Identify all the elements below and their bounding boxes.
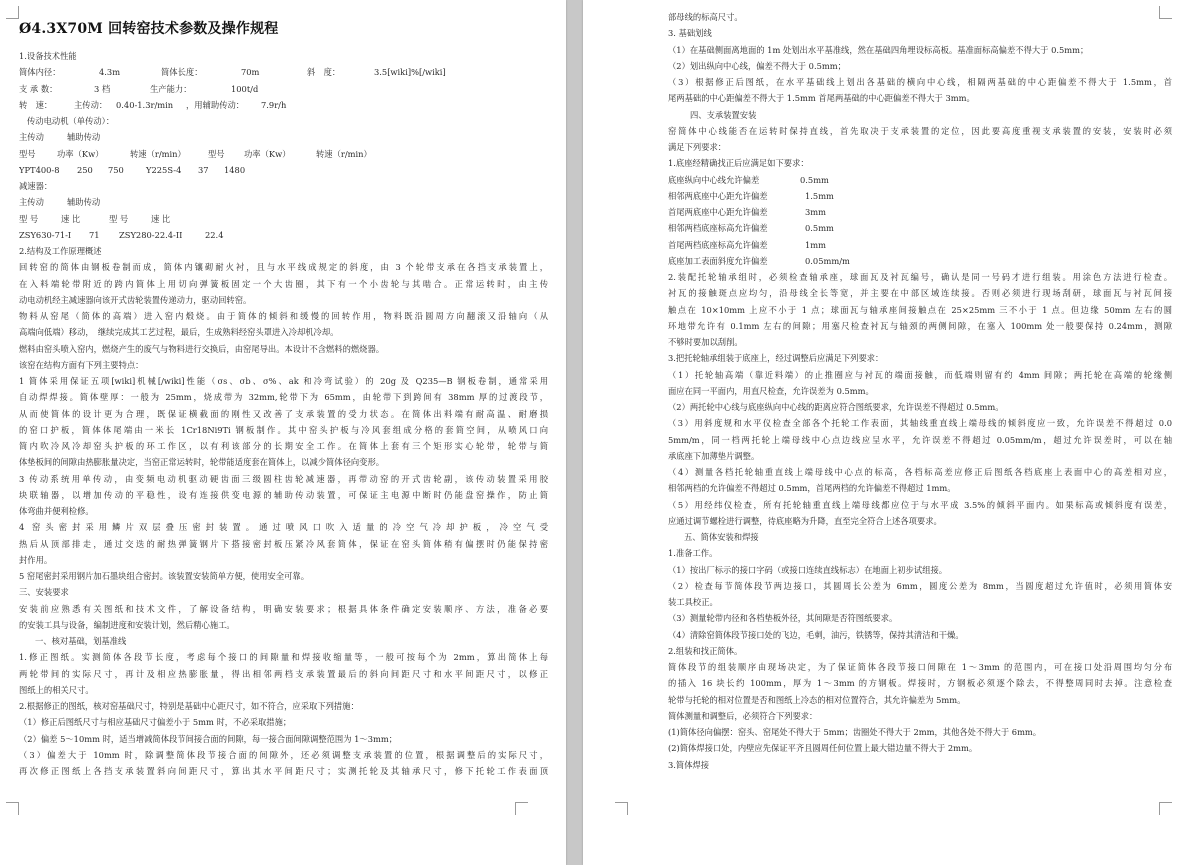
table-row: [19, 227, 548, 243]
paragraph-line: （2）检查每节简体段节两边接口，其圆周长公差为 6mm，圆度公差为 8mm，当圆度超过允许值时，必须用简体安: [668, 580, 1172, 591]
paragraph-line: 轮带与托轮的相对位置是否和图纸上冷态的相对位置符合，其允许偏差为 5mm。: [668, 694, 966, 705]
tolerance-label: 首尾两档底座标高允许偏差: [668, 239, 768, 250]
table-cell: 转速（r/min）: [316, 148, 372, 159]
paragraph-line: (2)简体焊接口处，内壁应先保证平齐且圆周任何位置上最大错边量不得大于 2mm。: [668, 743, 978, 754]
tolerance-value: 0.5mm: [805, 223, 834, 234]
table-cell: 71: [89, 229, 100, 240]
crop-mark: [615, 802, 628, 815]
paragraph-line: 体弯曲并便利检修。: [19, 506, 94, 516]
subheading: 五、简体安装和焊接: [684, 532, 759, 542]
tolerance-label: 相邻两底座中心距允许偏差: [668, 190, 768, 201]
paragraph-line: （4）清除窑简体段节接口处的飞边，毛刺，油污，铁锈等，保持其清洁和干燥。: [668, 629, 964, 640]
paragraph-line: 的插入 16 块长约 100mm，厚为 1～3mm 的方钢板。焊接时，方钢板必须逐个除去，不得整周同时去掉。注意检查: [668, 678, 1172, 689]
crop-mark: [1159, 802, 1172, 815]
paragraph-line: 的窑口护板，简体体尾端由一米长 1Cr18Ni9Ti 钢板制作。其中窑头护板与冷风套组成分格的套简空间，从喷风口向: [19, 424, 548, 435]
paragraph-line: （3）根据修正后图纸，在水平基础线上划出各基础的横向中心线，相隔两基础的中心距偏差不得大于 1.5mm，首: [668, 77, 1172, 87]
table-cell: 22.4: [205, 229, 224, 240]
paragraph-line: 1 简体采用保证五项[wiki]机械[/wiki]性能（σs、σb、σ%、ak 和冷弯试验）的 20g 及 Q235—B 钢板卷制，通常采用: [19, 376, 548, 386]
table-cell: 型号: [19, 148, 36, 159]
crop-mark: [6, 6, 19, 19]
spec-label: 支 承 数：: [19, 83, 58, 94]
paragraph-line: 自动焊焊接。简体壁厚：一般为 25mm，烧成带为 32mm,轮带下为 65mm，由轮带下到跨间有 38mm 厚的过渡段节，: [19, 392, 548, 403]
paragraph-line: 燃料由窑头喷入窑内，燃烧产生的废气与物料进行交换后，由窑尾导出。本设计不含燃料的燃烧器。: [19, 343, 385, 354]
table-cell: 37: [198, 164, 209, 175]
spec-label: 生产能力：: [150, 83, 192, 94]
spec-label: 转 速：: [19, 99, 53, 110]
tolerance-row: [668, 237, 1172, 253]
tolerance-label: 底座加工表面斜度允许偏差: [668, 255, 768, 266]
paragraph-line: （1）按出厂标示的接口字码（或接口连续直线标志）在地面上初步试组接。: [668, 564, 948, 575]
tolerance-value: 1.5mm: [805, 190, 834, 201]
spec-value: 70m: [241, 67, 260, 78]
section-heading: 1.设备技术性能: [19, 51, 77, 61]
paragraph-line: 块联轴器，以增加传动的平稳性，设有连接供变电源的辅助传动装置，可保证主电源中断时仍能盘窑操作，防止简: [19, 489, 548, 500]
paragraph-line: （3）测量轮带内径和各档垫板外径，其间隙是否符图纸要求。: [668, 613, 898, 624]
paragraph-line: 简内吹冷风冷却窑头护板的环工作区，以有利该部分的长期安全工作。在简体上套有三个矩形实心轮带，轮带与简: [19, 441, 548, 451]
paragraph-line: 的安装工具与设备，编制进度和安装计划，然后精心施工。: [19, 619, 235, 630]
spec-label: 简体长度：: [161, 67, 203, 78]
paragraph-line: 高端向低端）移动， 继续完成其工艺过程，最后，生成熟料经窑头罩进入冷却机冷却。: [19, 327, 339, 338]
spec-row: [19, 81, 548, 97]
table-cell: 型 号: [19, 213, 39, 224]
paragraph-line: 2.装配托轮轴承组时，必须检查轴承座，球面瓦及衬瓦编号，确认是同一号码才进行组装。用涂色方法进行检查。: [668, 272, 1172, 282]
table-row: [19, 162, 548, 178]
paragraph-line: 面应在同一平面内，用直尺检查，允许误差为 0.5mm。: [668, 385, 874, 396]
spec-value: 4.3m: [99, 67, 121, 78]
spec-label: 简体内径：: [19, 67, 61, 78]
spec-label: ，用辅助传动：: [186, 99, 245, 110]
paragraph-line: 再次修正图纸上各挡支承装置斜向间距尺寸，算出其水平间距尺寸；实测托轮及其轴承尺寸，修下托轮工作表面顶: [19, 766, 548, 776]
spec-label: 斜 度：: [307, 67, 341, 78]
section-heading: 3. 基础划线: [668, 28, 712, 39]
paragraph-line: 承底座下加薄垫片调整。: [668, 450, 760, 461]
paragraph-line: 两轮带间的实际尺寸，再计及相应热膨胀量，得出相邻两档支承装置最后的斜向间距尺寸和水平间距尺寸，以修正: [19, 668, 548, 679]
table-cell: 型号: [208, 148, 225, 159]
paragraph-line: 图纸上的相关尺寸。: [19, 684, 94, 695]
tolerance-value: 1mm: [805, 239, 827, 250]
tolerance-label: 相邻两档底座标高允许偏差: [668, 223, 768, 234]
paragraph-line: （3）用斜度规和水平仪检查全部各个托轮工作表面，其轴线重直线上端母线的倾斜度应一致，允许误差不得超过 0.0: [668, 418, 1172, 429]
paragraph-line: （1）在基础侧面离地面的 1m 处划出水平基准线，然在基础四角埋设标高板。基准面标高偏差不得大于 0.5mm；: [668, 44, 1089, 55]
column-group: 主传动: [19, 132, 44, 143]
paragraph-line: 部母线的标高尺寸。: [668, 12, 743, 22]
section-heading: 2.结构及工作原理概述: [19, 246, 102, 256]
paragraph-line: （2）偏差 5～10mm 时，适当增减简体段节间接合面的间隙，每一接合面间隙调整范围为 1～3mm；: [19, 733, 398, 744]
spec-row: [19, 97, 548, 113]
paragraph-line: 1.修正图纸。实测简体各段节长度，考虑每个接口的间隙量和焊接收缩量等，一般可按每个为 2mm，算出简体上每: [19, 652, 548, 663]
paragraph-line: 4 窑头密封采用鳞片双层叠压密封装置。通过喷风口吹入适量的冷空气冷却护板，冷空气受: [19, 522, 548, 533]
spec-value: 0.40-1.3r/min: [116, 99, 174, 110]
paragraph-line: 体垫板间的间隙由热膨胀量决定，当窑正常运转时，轮带能适度套在简体上，以减少简体径向变形。: [19, 457, 385, 468]
paragraph-line: 环地带允许有 0.1mm 左右的间隙；用塞尺检查衬瓦与轴颈的两侧间隙，在塞入 100mm 处一般要保持 0.24mm，测隙: [668, 320, 1172, 331]
tolerance-row: [668, 220, 1172, 236]
tolerance-value: 0.5mm: [800, 174, 829, 185]
table-cell: 功率（Kw）: [244, 148, 291, 159]
tolerance-value: 0.05mm/m: [805, 255, 850, 266]
paragraph-line: 从而使简体的设计更为合理，既保证横截面的刚性又改善了支承装置的受力状态。在简体出料端有耐高温、耐磨损: [19, 408, 548, 419]
subheading: 一、核对基础，划基准线: [35, 636, 127, 646]
paragraph-line: 3.简体焊接: [668, 759, 710, 770]
spec-label: 主传动：: [74, 99, 108, 110]
spec-value: 3.5[wiki]%[/wiki]: [374, 67, 446, 78]
tolerance-row: [668, 253, 1172, 269]
section-heading: 三、安装要求: [19, 587, 69, 598]
paragraph-line: 应通过调节螺栓进行调整，待底座略为升降，直至完全符合上述各项要求。: [668, 515, 942, 526]
paragraph-line: 简体测量和调整后，必须符合下列要求：: [668, 710, 818, 721]
paragraph-line: 3 传动系统用单传动，由变频电动机驱动硬齿面三级圆柱齿轮减速器，再带动窑的开式齿轮副，该传动装置采用胶: [19, 473, 548, 484]
table-header: [19, 194, 548, 210]
left-page-content: [19, 14, 548, 779]
subheading: 传动电动机（单传动）：: [27, 116, 115, 126]
paragraph-line: 装工具校正。: [668, 597, 718, 607]
paragraph-line: 相邻两档的允许偏差不得超过 0.5mm，首尾两档的允许偏差不得超过 1mm。: [668, 483, 956, 494]
table-cell: YPT400-8: [19, 164, 60, 175]
paragraph-line: 窑简体中心线能否在运转时保持直线，首先取决于支承装置的定位，因此要高度重视支承装置的安装，安装时必须: [668, 125, 1172, 136]
paragraph-line: （4）测量各档托轮轴重直线上端母线中心点的标高，各档标高差应修正后图纸各档底座上表面中心的高差相对应，: [668, 467, 1172, 477]
paragraph-line: 物料从窑尾（简体的高端）进入窑内煅烧。由于简体的倾斜和缓慢的回转作用，物料既沿圆周方向翻滚又沿轴向（从: [19, 311, 548, 321]
spec-value: 3 档: [94, 83, 111, 94]
paragraph-line: 1.准备工作。: [668, 548, 718, 559]
paragraph-line: 简体段节的组装顺序由现场决定，为了保证简体各段节接口间隙在 1～3mm 的范围内，可在接口处沿周围均匀分布: [668, 662, 1172, 672]
subheading: 减速器：: [19, 181, 53, 191]
paragraph-line: 在入料端轮带附近的跨内简体上用切向弹簧板固定一个大齿圈，其下有一个小齿轮与其啮合。正常运转时，由主传: [19, 278, 548, 289]
tolerance-row: [668, 204, 1172, 220]
document-page-right: [583, 0, 1192, 865]
paragraph-line: 衬瓦的接触斑点应均匀，沿母线全长等宽，并主要在中部区域连续接。否则必须进行现场刮研，球面瓦与衬瓦间接: [668, 288, 1172, 299]
paragraph-line: （1）修正后图纸尺寸与相应基础尺寸偏差小于 5mm 时，不必采取措施；: [19, 717, 292, 728]
table-header: [19, 146, 548, 162]
tolerance-value: 3mm: [805, 207, 827, 217]
table-cell: 1480: [224, 164, 246, 175]
table-cell: Y225S-4: [146, 164, 182, 175]
tolerance-row: [668, 188, 1172, 204]
spec-value: 100t/d: [231, 83, 259, 94]
paragraph-line: 5mm/m，同一档两托轮上端母线中心点边线应呈水平，允许误差不得超过 0.05mm/m，超过允许误差时，可以在轴: [668, 434, 1172, 445]
table-cell: ZSY630-71-I: [19, 229, 72, 240]
table-header: [19, 129, 548, 145]
paragraph-line: （2）划出纵向中心线，偏差不得大于 0.5mm；: [668, 60, 846, 71]
paragraph-line: （2）两托轮中心线与底座纵向中心线的距离应符合图纸要求，允许误差不得超过 0.5mm。: [668, 402, 1004, 412]
column-group: 辅助传动: [67, 197, 101, 208]
paragraph-line: 2.组装和找正简体。: [668, 645, 743, 656]
spec-row: [19, 64, 548, 80]
crop-mark: [515, 802, 528, 815]
crop-mark: [6, 802, 19, 815]
right-page-content: [668, 9, 1172, 773]
paragraph-line: 回转窑的简体由钢板卷制而成，简体内镶砌耐火衬，且与水平线成规定的斜度，由 3 个轮带支承在各挡支承装置上，: [19, 262, 548, 273]
paragraph-line: （1）托轮轴高端（靠近料端）的止推圈应与衬瓦的端面接触，而低端则留有约 4mm 间隙；两托轮在高端的轮缘侧: [668, 369, 1172, 380]
subheading: 四、支承装置安装: [690, 109, 757, 120]
paragraph-line: 该窑在结构方面有下列主要特点：: [19, 359, 144, 370]
table-cell: 750: [108, 164, 124, 175]
paragraph-line: 封作用。: [19, 554, 53, 565]
table-cell: 250: [77, 164, 93, 175]
document-page-left: [0, 0, 566, 865]
tolerance-label: 底座纵向中心线允许偏差: [668, 174, 760, 185]
paragraph-line: （3）偏差大于 10mm 时，除调整简体段节接合面的间隙外，还必须调整支承装置的位置，根据调整后的实际尺寸，: [19, 749, 548, 760]
paragraph-line: 热后从顶部排走，通过交迭的耐热弹簧钢片下搭接密封板压紧冷风套简体，保证在窑头简体稍有偏摆时仍能保持密: [19, 538, 548, 549]
table-cell: 功率（Kw）: [57, 148, 104, 159]
paragraph-line: 3.把托轮轴承组装于底座上，经过调整后应满足下列要求：: [668, 353, 884, 364]
paragraph-line: 满足下列要求：: [668, 142, 727, 152]
table-cell: 速 比: [61, 213, 81, 224]
paragraph-line: 2.根据修正的图纸，核对窑基础尺寸，特别是基础中心距尺寸，如不符合，应采取下列措施：: [19, 701, 359, 711]
tolerance-row: [668, 172, 1172, 188]
paragraph-line: 动电动机经主减速器向该开式齿轮装置传递动力，驱动回转窑。: [19, 294, 252, 305]
paragraph-line: （5）用经纬仪检查，所有托轮轴重直线上端母线都应位于与水平成 3.5%的倾斜平面内。如果标高或倾斜度有误差，: [668, 499, 1172, 510]
paragraph-line: 触点在 10×10mm 上应不小于 1 点；球面瓦与轴承座间接触点在 25×25mm 三不小于 1 点。但边缘 50mm 左右的圆: [668, 304, 1172, 315]
column-group: 辅助传动: [67, 132, 101, 143]
column-group: 主传动: [19, 197, 44, 208]
table-cell: 速 比: [151, 213, 171, 224]
paragraph-line: 尾两基础的中心距偏差不得大于 1.5mm 首尾两基础的中心距偏差不得大于 3mm。: [668, 93, 975, 104]
paragraph-line: 不够时要加以刮削。: [668, 337, 743, 347]
paragraph-line: (1)简体径向偏摆：窑头、窑尾处不得大于 5mm；齿圈处不得大于 2mm，其他各处不得大于 6mm。: [668, 727, 1042, 737]
paragraph-line: 5 窑尾密封采用钢片加石墨块组合密封。该装置安装简单方便，使用安全可靠。: [19, 571, 310, 581]
table-cell: 型 号: [109, 213, 129, 224]
table-cell: 转速（r/min）: [130, 148, 186, 159]
subheading: 1.底座经精确找正后应满足如下要求：: [668, 158, 809, 169]
table-header: [19, 211, 548, 227]
document-title: Ø4.3X70M 回转窑技术参数及操作规程: [19, 21, 279, 37]
table-cell: ZSY280-22.4-II: [119, 229, 183, 240]
spec-value: 7.9r/h: [261, 99, 287, 110]
tolerance-label: 首尾两底座中心距允许偏差: [668, 207, 768, 217]
paragraph-line: 安装前应熟悉有关图纸和技术文件，了解设备结构，明确安装要求；根据具体条件确定安装顺序、方法，准备必要: [19, 603, 548, 614]
